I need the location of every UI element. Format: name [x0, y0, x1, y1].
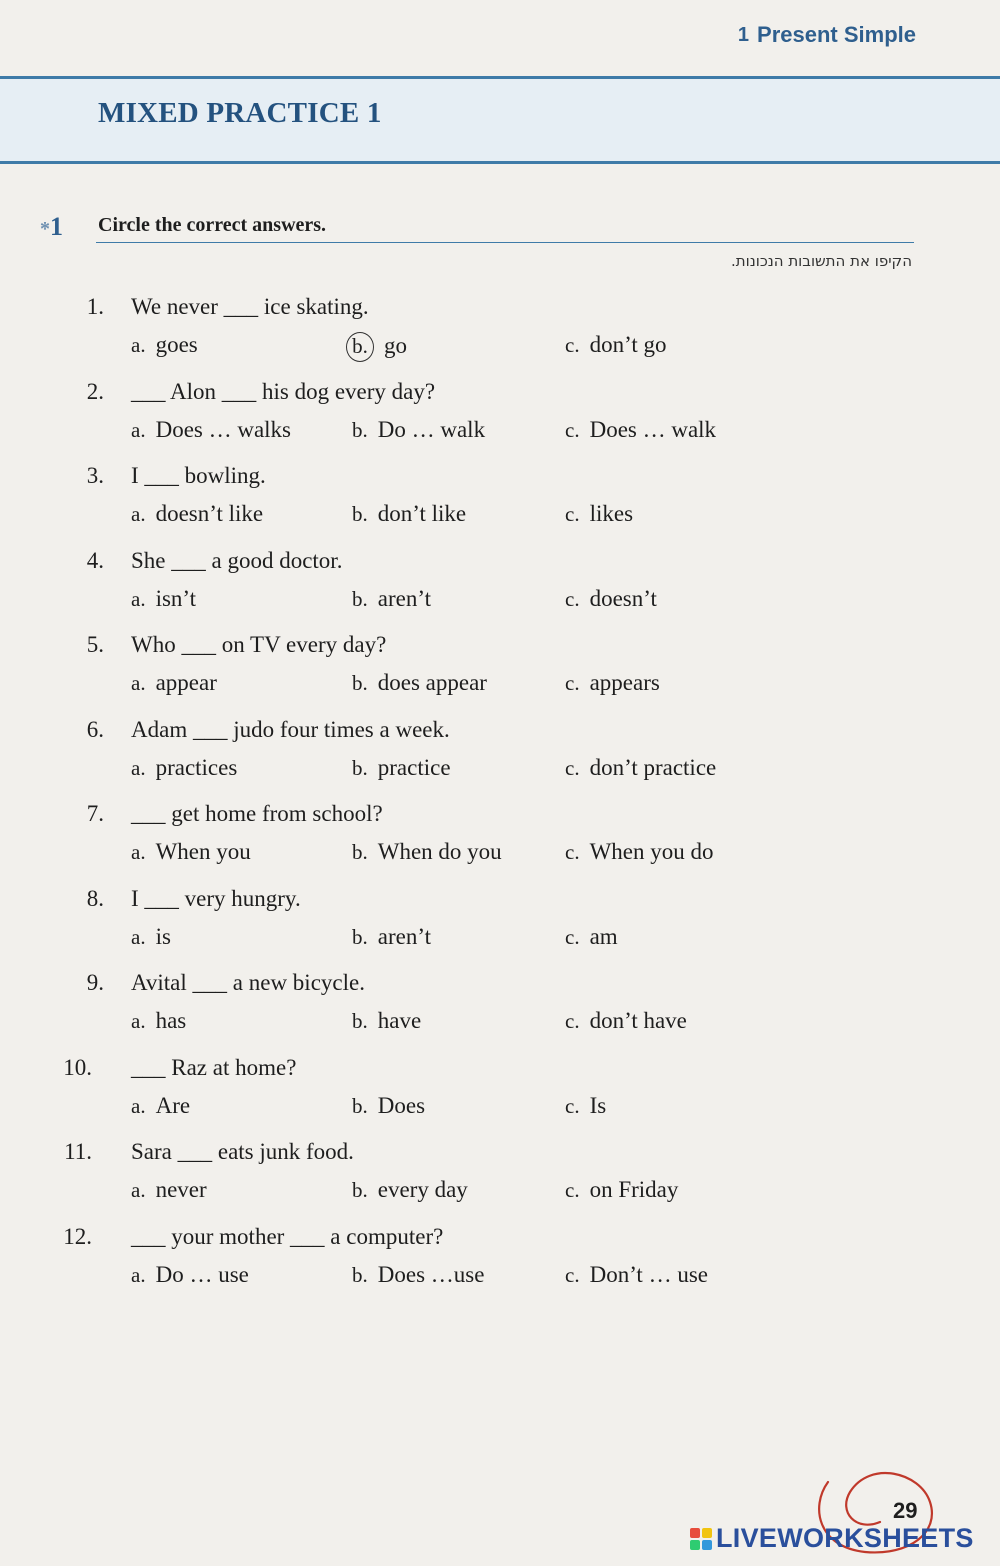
option-text: appear — [155, 670, 217, 695]
answer-option-c[interactable] — [565, 924, 618, 950]
option-text: isn’t — [155, 585, 197, 611]
option-label: a. — [131, 755, 146, 780]
exercise-number — [40, 212, 63, 242]
option-label: a. — [131, 586, 146, 611]
option-label: c. — [565, 924, 580, 949]
liveworksheets-watermark — [690, 1523, 974, 1554]
option-text: don’t like — [377, 501, 467, 526]
chapter-title: Present Simple — [757, 22, 916, 47]
answer-option-c[interactable] — [565, 1093, 606, 1119]
option-text: When you — [155, 839, 251, 864]
option-text: doesn’t like — [155, 501, 264, 526]
answer-option-a[interactable] — [131, 924, 171, 950]
exercise-instruction-hebrew: הקיפו את התשובות הנכונות. — [731, 252, 912, 270]
answer-option-c[interactable] — [565, 586, 657, 612]
option-label: b. — [352, 417, 368, 442]
question-stem: We never ___ ice skating. — [131, 294, 369, 319]
option-text: every day — [377, 1177, 468, 1202]
answer-option-b[interactable] — [352, 1093, 425, 1119]
answer-option-a[interactable] — [131, 417, 291, 443]
option-label: a. — [131, 840, 146, 864]
question-row — [0, 1222, 1000, 1307]
option-text: on Friday — [589, 1177, 679, 1202]
answer-option-c[interactable] — [565, 670, 660, 696]
option-label: c. — [565, 1178, 580, 1202]
option-label: b. — [352, 586, 368, 611]
chapter-number: 1 — [737, 23, 750, 46]
option-label: c. — [565, 755, 580, 780]
question-stem: Sara ___ eats junk food. — [131, 1139, 354, 1164]
question-number: 1. — [86, 294, 104, 319]
question-number: 11. — [64, 1139, 92, 1164]
answer-option-c[interactable] — [565, 1262, 708, 1288]
question-stem: ___ Raz at home? — [131, 1054, 297, 1080]
answer-option-c[interactable] — [565, 332, 666, 358]
option-label: c. — [565, 671, 580, 695]
answer-option-a[interactable] — [131, 586, 196, 612]
answer-option-a[interactable] — [131, 670, 217, 696]
question-number: 12. — [63, 1223, 92, 1249]
question-stem: ___ your mother ___ a computer? — [131, 1223, 444, 1249]
exercise-instruction: Circle the correct answers. — [98, 214, 327, 236]
difficulty-star-icon: * — [40, 218, 50, 240]
question-number: 5. — [86, 632, 104, 657]
question-list — [0, 292, 1000, 1306]
question-number: 9. — [86, 970, 104, 995]
answer-option-b[interactable] — [352, 670, 487, 696]
option-text: Do … walk — [377, 416, 486, 442]
answer-option-b[interactable] — [352, 924, 431, 950]
question-stem: ___ Alon ___ his dog every day? — [131, 378, 436, 404]
answer-option-b[interactable] — [352, 586, 431, 612]
option-label: c. — [565, 417, 580, 442]
option-text: aren’t — [377, 585, 431, 611]
option-label: a. — [131, 502, 146, 526]
answer-option-c[interactable] — [565, 501, 633, 527]
question-row — [0, 292, 1000, 377]
question-number: 8. — [86, 885, 104, 911]
section-title-band — [0, 76, 1000, 164]
option-label: c. — [565, 1262, 580, 1287]
answer-option-a[interactable] — [131, 1262, 249, 1288]
option-label: a. — [131, 671, 146, 695]
option-text: goes — [155, 332, 198, 357]
option-label: a. — [131, 924, 146, 949]
question-row — [0, 1053, 1000, 1138]
question-number: 7. — [86, 801, 104, 826]
option-label: c. — [565, 586, 580, 611]
answer-option-b[interactable] — [352, 755, 451, 781]
option-label: a. — [131, 1262, 146, 1287]
circled-option-label: b. — [346, 332, 374, 362]
brand-name: LIVEWORKSHEETS — [716, 1523, 974, 1553]
option-label: a. — [131, 1009, 146, 1033]
option-text: don’t have — [589, 1008, 687, 1033]
option-label: a. — [131, 333, 146, 357]
option-text: go — [384, 333, 407, 358]
option-label: b. — [352, 1093, 368, 1118]
liveworksheets-logo-icon — [690, 1528, 712, 1550]
answer-option-a[interactable] — [131, 839, 251, 865]
question-row — [0, 461, 1000, 546]
option-text: does appear — [377, 670, 487, 695]
option-label: c. — [565, 502, 580, 526]
answer-option-a[interactable] — [131, 1008, 186, 1034]
option-text: Is — [589, 1092, 607, 1118]
answer-option-b[interactable] — [352, 332, 407, 362]
answer-option-b[interactable] — [352, 501, 466, 527]
exercise-number-value: 1 — [50, 212, 63, 241]
option-text: don’t go — [589, 332, 667, 357]
question-row — [0, 968, 1000, 1053]
option-text: never — [155, 1177, 207, 1202]
section-title: MIXED PRACTICE 1 — [98, 97, 382, 129]
answer-option-a[interactable] — [131, 755, 237, 781]
option-text: has — [155, 1008, 187, 1033]
question-row — [0, 715, 1000, 800]
question-row — [0, 1137, 1000, 1222]
question-number: 3. — [86, 463, 104, 488]
answer-option-a[interactable] — [131, 1177, 207, 1203]
question-stem: I ___ bowling. — [131, 463, 266, 488]
option-label: b. — [352, 840, 368, 864]
question-number: 2. — [86, 378, 104, 404]
option-label: b. — [352, 502, 368, 526]
option-text: Does … walk — [589, 416, 717, 442]
option-label: b. — [352, 924, 368, 949]
option-text: doesn’t — [589, 585, 657, 611]
option-text: likes — [589, 501, 634, 526]
question-stem: ___ get home from school? — [131, 801, 383, 826]
answer-option-c[interactable] — [565, 755, 716, 781]
running-header — [738, 22, 916, 48]
option-label: b. — [352, 1009, 368, 1033]
option-text: When do you — [377, 839, 502, 864]
option-label: c. — [565, 1093, 580, 1118]
question-stem: Adam ___ judo four times a week. — [131, 716, 450, 742]
option-label: a. — [131, 1178, 146, 1202]
question-row — [0, 884, 1000, 969]
page-number: 29 — [893, 1498, 918, 1523]
option-label: b. — [352, 755, 368, 780]
answer-option-c[interactable] — [565, 417, 716, 443]
answer-option-a[interactable] — [131, 1093, 190, 1119]
option-text: don’t practice — [589, 754, 717, 780]
exercise-divider — [96, 242, 914, 243]
option-text: Do … use — [155, 1261, 249, 1287]
option-text: aren’t — [377, 923, 431, 949]
option-label: b. — [352, 1262, 368, 1287]
option-label: b. — [352, 1178, 368, 1202]
option-label: a. — [131, 417, 146, 442]
option-text: am — [589, 923, 618, 949]
option-label: c. — [565, 1009, 580, 1033]
option-text: Does …use — [377, 1261, 485, 1287]
option-text: have — [377, 1008, 422, 1033]
option-label: a. — [131, 1093, 146, 1118]
question-stem: She ___ a good doctor. — [131, 547, 343, 573]
option-text: Does … walks — [155, 416, 292, 442]
option-text: Are — [155, 1092, 191, 1118]
question-row — [0, 799, 1000, 884]
question-number: 4. — [86, 547, 104, 573]
question-stem: I ___ very hungry. — [131, 885, 301, 911]
question-row — [0, 630, 1000, 715]
question-number: 10. — [63, 1054, 92, 1080]
answer-option-c[interactable] — [565, 839, 714, 865]
option-text: Does — [377, 1092, 426, 1118]
answer-option-b[interactable] — [352, 839, 502, 865]
answer-option-c[interactable] — [565, 1177, 678, 1203]
answer-option-b[interactable] — [352, 417, 485, 443]
question-row — [0, 546, 1000, 631]
answer-option-a[interactable] — [131, 332, 198, 358]
answer-option-b[interactable] — [352, 1177, 468, 1203]
answer-option-b[interactable] — [352, 1262, 484, 1288]
option-text: appears — [589, 670, 660, 695]
option-text: When you do — [589, 839, 714, 864]
question-stem: Avital ___ a new bicycle. — [131, 970, 365, 995]
question-number: 6. — [86, 716, 104, 742]
option-text: is — [155, 923, 171, 949]
answer-option-b[interactable] — [352, 1008, 421, 1034]
option-label: c. — [565, 840, 580, 864]
answer-option-c[interactable] — [565, 1008, 687, 1034]
option-text: practices — [155, 754, 238, 780]
option-label: b. — [352, 671, 368, 695]
question-stem: Who ___ on TV every day? — [131, 632, 387, 657]
option-label: c. — [565, 333, 580, 357]
question-row — [0, 377, 1000, 462]
answer-option-a[interactable] — [131, 501, 263, 527]
option-text: Don’t … use — [589, 1261, 708, 1287]
option-text: practice — [377, 754, 451, 780]
